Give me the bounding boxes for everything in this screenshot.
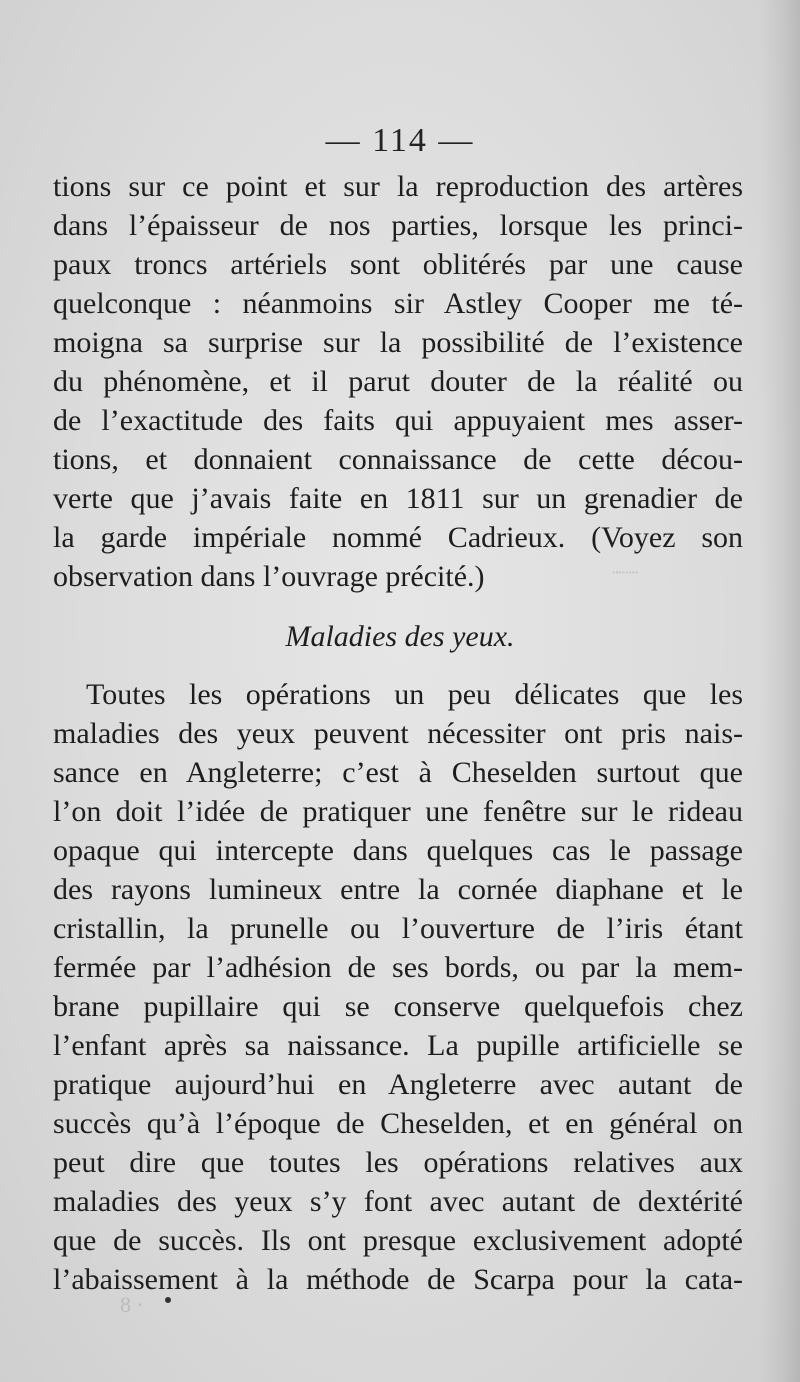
text-line: opaque qui intercepte dans quelques cas le passage [53, 834, 743, 867]
text-line: Toutes les opérations un peu délicates que les [86, 678, 743, 711]
paragraph-2 [53, 675, 743, 1299]
text-line: l’abaissement à la méthode de Scarpa pour la cata- [53, 1263, 743, 1296]
bleed-through-mark: 8 · [120, 1292, 144, 1317]
paragraph-1 [53, 167, 743, 596]
page-number: — 114 — [325, 122, 475, 159]
text-line: des rayons lumineux entre la cornée diaphane et le [53, 873, 743, 906]
text-line: dans l’épaisseur de nos parties, lorsque les princi- [53, 209, 743, 242]
text-line: l’on doit l’idée de pratiquer une fenêtre sur le rideau [53, 795, 743, 828]
text-line: succès qu’à l’époque de Cheselden, et en général on [53, 1107, 743, 1140]
text-line: paux troncs artériels sont oblitérés par une cause [53, 248, 743, 281]
text-line: l’enfant après sa naissance. La pupille artificielle se [53, 1029, 743, 1062]
text-line: que de succès. Ils ont presque exclusivement adopté [53, 1224, 743, 1257]
text-line: maladies des yeux peuvent nécessiter ont pris nais- [53, 717, 743, 750]
text-line: de l’exactitude des faits qui appuyaient mes asser- [53, 404, 743, 437]
text-line: tions, et donnaient connaissance de cette décou- [53, 443, 743, 476]
section-heading: Maladies des yeux. [285, 620, 515, 653]
text-line: du phénomène, et il parut douter de la réalité ou [53, 365, 743, 398]
bleed-through-mark: ┈┈ [612, 560, 639, 585]
text-line: sance en Angleterre; c’est à Cheselden surtout que [53, 756, 743, 789]
text-line: peut dire que toutes les opérations relatives aux [53, 1146, 743, 1179]
text-line: verte que j’avais faite en 1811 sur un grenadier de [53, 482, 743, 515]
text-line: fermée par l’adhésion de ses bords, ou par la mem- [53, 951, 743, 984]
text-line: quelconque : néanmoins sir Astley Cooper me té- [53, 287, 743, 320]
text-line: tions sur ce point et sur la reproduction des artères [53, 170, 743, 203]
text-line: maladies des yeux s’y font avec autant de dextérité [53, 1185, 743, 1218]
text-line: moigna sa surprise sur la possibilité de l’existence [53, 326, 743, 359]
text-line: la garde impériale nommé Cadrieux. (Voyez son [53, 521, 743, 554]
page-gutter-shadow [760, 0, 800, 1382]
text-line: observation dans l’ouvrage précité.) [53, 560, 485, 593]
text-line: pratique aujourd’hui en Angleterre avec autant de [53, 1068, 743, 1101]
text-line: cristallin, la prunelle ou l’ouverture de l’iris étant [53, 912, 743, 945]
text-line: brane pupillaire qui se conserve quelquefois chez [53, 990, 743, 1023]
